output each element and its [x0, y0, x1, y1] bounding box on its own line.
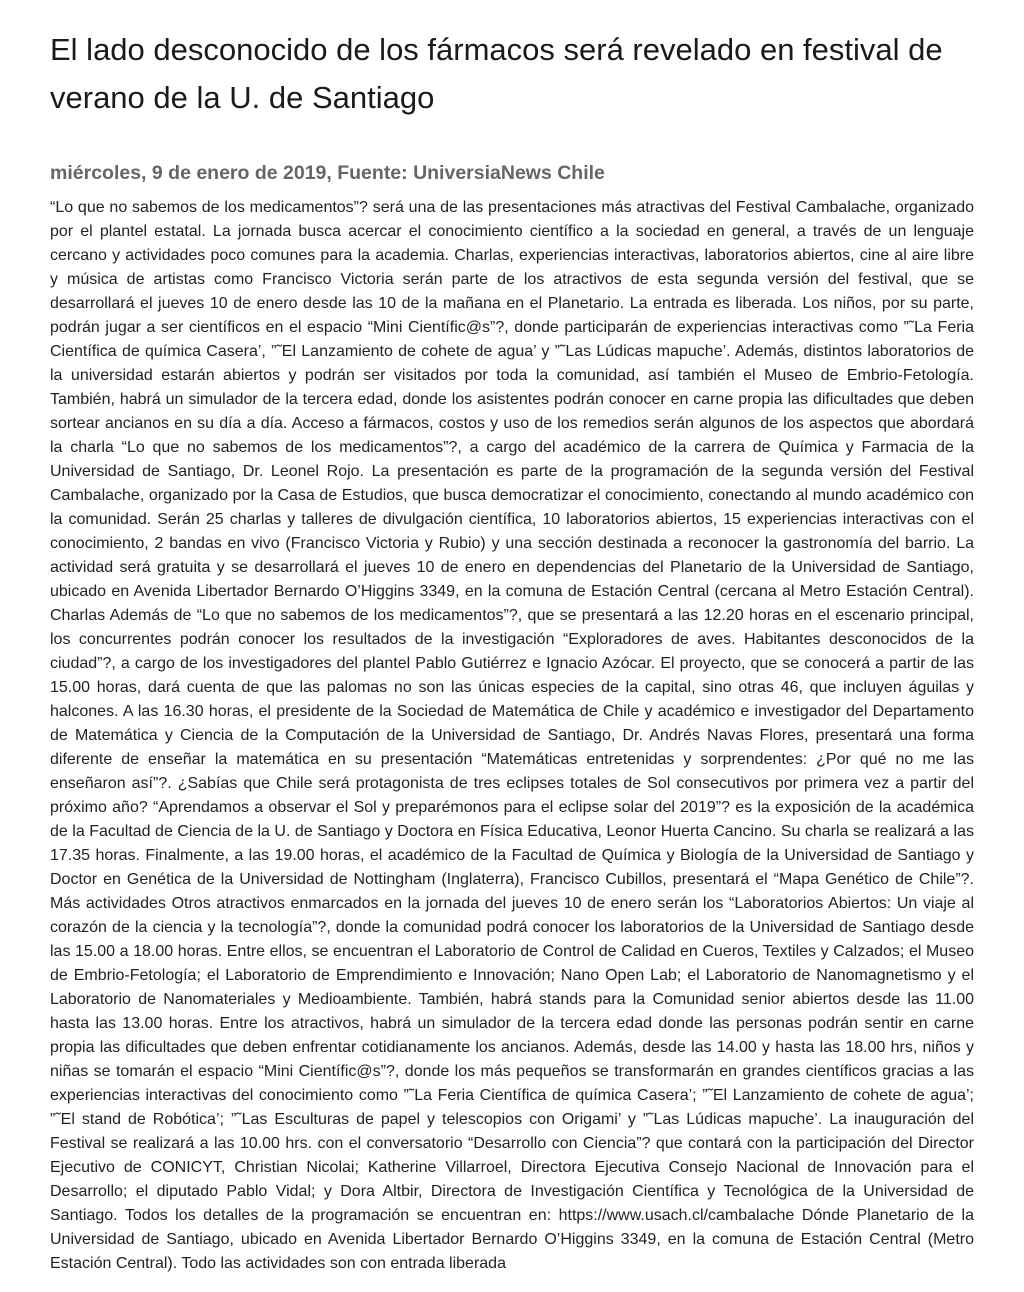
- article-body: “Lo que no sabemos de los medicamentos”? será una de las presentaciones más atractivas del Festival Cambalache, organizado por el plantel estatal. La jornada busca acercar el conocimiento científico a la sociedad en general, a través de un lenguaje cercano y actividades poco comunes para la academia. Charlas, experiencias interactivas, laboratorios abiertos, cine al aire libre y música de artistas como Francisco Victoria serán parte de los atractivos de esta segunda versión del festival, que se desarrollará el jueves 10 de enero desde las 10 de la mañana en el Planetario. La entrada es liberada. Los niños, por su parte, podrán jugar a ser científicos en el espacio “Mini Científic@s”?, donde participarán de experiencias interactivas como ”˜La Feria Científica de química Casera’, ”˜El Lanzamiento de cohete de agua’ y ”˜Las Lúdicas mapuche’. Además, distintos laboratorios de la universidad estarán abiertos y podrán ser visitados por toda la comunidad, así también el Museo de Embrio-Fetología. También, habrá un simulador de la tercera edad, donde los asistentes podrán conocer en carne propia las dificultades que deben sortear ancianos en su día a día. Acceso a fármacos, costos y uso de los remedios serán algunos de los aspectos que abordará la charla “Lo que no sabemos de los medicamentos”?, a cargo del académico de la carrera de Química y Farmacia de la Universidad de Santiago, Dr. Leonel Rojo. La presentación es parte de la programación de la segunda versión del Festival Cambalache, organizado por la Casa de Estudios, que busca democratizar el conocimiento, conectando al mundo académico con la comunidad. Serán 25 charlas y talleres de divulgación científica, 10 laboratorios abiertos, 15 experiencias interactivas con el conocimiento, 2 bandas en vivo (Francisco Victoria y Rubio) y una sección destinada a reconocer la gastronomía del barrio. La actividad será gratuita y se desarrollará el jueves 10 de enero en dependencias del Planetario de la Universidad de Santiago, ubicado en Avenida Libertador Bernardo O’Higgins 3349, en la comuna de Estación Central (cercana al Metro Estación Central). Charlas Además de “Lo que no sabemos de los medicamentos”?, que se presentará a las 12.20 horas en el escenario principal, los concurrentes podrán conocer los resultados de la investigación “Exploradores de aves. Habitantes desconocidos de la ciudad”?, a cargo de los investigadores del plantel Pablo Gutiérrez e Ignacio Azócar. El proyecto, que se conocerá a partir de las 15.00 horas, dará cuenta de que las palomas no son las únicas especies de la capital, sino otras 46, que incluyen águilas y halcones. A las 16.30 horas, el presidente de la Sociedad de Matemática de Chile y académico e investigador del Departamento de Matemática y Ciencia de la Computación de la Universidad de Santiago, Dr. Andrés Navas Flores, presentará una forma diferente de enseñar la matemática en su presentación “Matemáticas entretenidas y sorprendentes: ¿Por qué no me las enseñaron así”?. ¿Sabías que Chile será protagonista de tres eclipses totales de Sol consecutivos por primera vez a partir del próximo año? “Aprendamos a observar el Sol y preparémonos para el eclipse solar del 2019”? es la exposición de la académica de la Facultad de Ciencia de la U. de Santiago y Doctora en Física Educativa, Leonor Huerta Cancino. Su charla se realizará a las 17.35 horas. Finalmente, a las 19.00 horas, el académico de la Facultad de Química y Biología de la Universidad de Santiago y Doctor en Genética de la Universidad de Nottingham (Inglaterra), Francisco Cubillos, presentará el “Mapa Genético de Chile”?. Más actividades Otros atractivos enmarcados en la jornada del jueves 10 de enero serán los “Laboratorios Abiertos: Un viaje al corazón de la ciencia y la tecnología”?, donde la comunidad podrá conocer los laboratorios de la Universidad de Santiago desde las 15.00 a 18.00 horas. Entre ellos, se encuentran el Laboratorio de Control de Calidad en Cueros, Textiles y Calzados; el Museo de Embrio-Fetología; el Laboratorio de Emprendimiento e Innovación; Nano Open Lab; el Laboratorio de Nanomagnetismo y el Laboratorio de Nanomateriales y Medioambiente. También, habrá stands para la Comunidad senior abiertos desde las 11.00 hasta las 13.00 horas. Entre los atractivos, habrá un simulador de la tercera edad donde las personas podrán sentir en carne propia las dificultades que deben enfrentar cotidianamente los ancianos. Además, desde las 14.00 y hasta las 18.00 hrs, niños y niñas se tomarán el espacio “Mini Científic@s”?, donde los más pequeños se transformarán en grandes científicos gracias a las experiencias interactivas del conocimiento como ”˜La Feria Científica de química Casera’; ”˜El Lanzamiento de cohete de agua’; ”˜El stand de Robótica’; ”˜Las Esculturas de papel y telescopios con Origami’ y ”˜Las Lúdicas mapuche’. La inauguración del Festival se realizará a las 10.00 hrs. con el conversatorio “Desarrollo con Ciencia”? que contará con la participación del Director Ejecutivo de CONICYT, Christian Nicolai; Katherine Villarroel, Directora Ejecutiva Consejo Nacional de Innovación para el Desarrollo; el diputado Pablo Vidal; y Dora Altbir, Directora de Investigación Científica y Tecnológica de la Universidad de Santiago. Todos los detalles de la programación se encuentran en: https://www.usach.cl/cambalache Dónde Planetario de la Universidad de Santiago, ubicado en Avenida Libertador Bernardo O’Higgins 3349, en la comuna de Estación Central (Metro Estación Central). Todo las actividades son con entrada liberada: [50, 199, 974, 1272]
- article-title: El lado desconocido de los fármacos será revelado en festival de verano de la U. de Santiago: [50, 32, 943, 115]
- article-meta: miércoles, 9 de enero de 2019, Fuente: UniversiaNews Chile: [50, 162, 605, 184]
